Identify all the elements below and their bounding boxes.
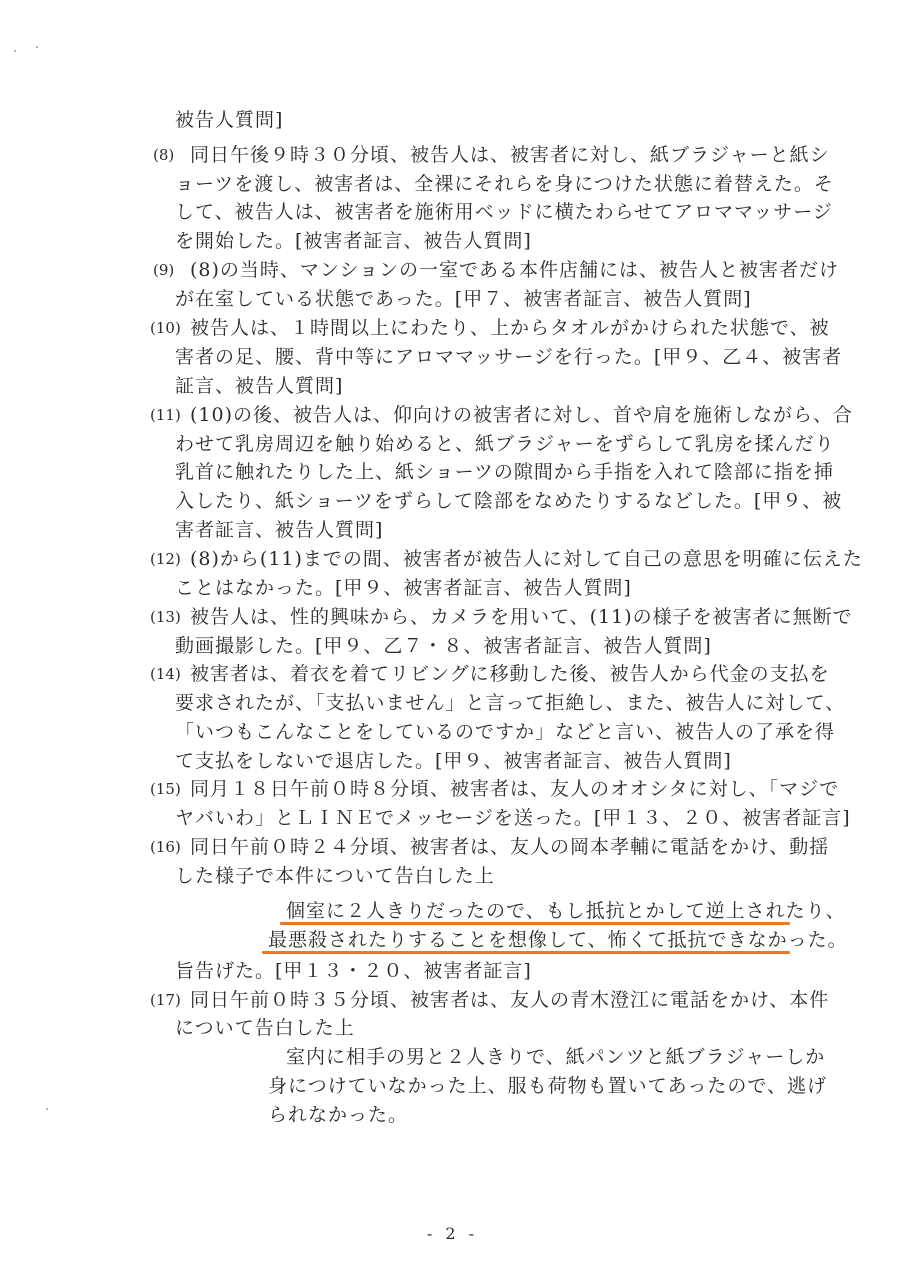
text-line: 害者証言、被告人質問] <box>175 519 384 541</box>
item-number: (14) <box>150 665 181 683</box>
text-line: (10)の後、被告人は、仰向けの被害者に対し、首や肩を施術しながら、合 <box>190 404 854 426</box>
quoted-line: 個室に２人きりだったので、もし抵抗とかして逆上されたり、 <box>286 900 846 922</box>
text-line: 入したり、紙ショーツをずらして陰部をなめたりするなどした。[甲９、被 <box>175 490 843 512</box>
page-number: - 2 - <box>426 1224 479 1243</box>
text-line: 同日午後９時３０分頃、被告人は、被害者に対し、紙ブラジャーと紙シ <box>190 144 830 166</box>
text-line: 被告人質問] <box>175 109 284 131</box>
text-line: 同日午前０時２４分頃、被害者は、友人の岡本孝輔に電話をかけ、動揺 <box>190 836 830 858</box>
text-line: 被害者は、着衣を着てリビングに移動した後、被告人から代金の支払を <box>190 663 830 685</box>
item-number: (8) <box>153 146 175 164</box>
quoted-line: 身につけていなかった上、服も荷物も置いてあったので、逃げ <box>268 1075 828 1097</box>
text-line: した様子で本件について告白した上 <box>175 865 495 887</box>
item-number: (16) <box>150 838 181 856</box>
highlight-underline <box>262 951 790 954</box>
text-line: について告白した上 <box>175 1017 355 1039</box>
text-line: 動画撮影した。[甲９、乙７・８、被害者証言、被告人質問] <box>175 635 712 657</box>
quoted-line: 最悪殺されたりすることを想像して、怖くて抵抗できなかった。 <box>268 929 848 951</box>
item-number: (9) <box>153 261 175 279</box>
text-line: 乳首に触れたりした上、紙ショーツの隙間から手指を入れて陰部に指を挿 <box>175 461 834 483</box>
text-line: 被告人は、性的興味から、カメラを用いて、(11)の様子を被害者に無断で <box>190 606 853 628</box>
text-line: 被告人は、１時間以上にわたり、上からタオルがかけられた状態で、被 <box>190 317 830 339</box>
text-line: 害者の足、腰、背中等にアロママッサージを行った。[甲９、乙４、被害者 <box>175 346 843 368</box>
text-line: 同日午前０時３５分頃、被害者は、友人の青木澄江に電話をかけ、本件 <box>190 989 830 1011</box>
scan-speck <box>36 46 38 48</box>
item-number: (11) <box>150 406 181 424</box>
text-line: ヤバいわ」とＬＩＮＥでメッセージを送った。[甲１３、２０、被害者証言] <box>175 807 851 829</box>
item-number: (15) <box>150 780 181 798</box>
text-line: が在室している状態であった。[甲７、被害者証言、被告人質問] <box>175 288 752 310</box>
quoted-line: られなかった。 <box>268 1104 409 1126</box>
text-line: わせて乳房周辺を触り始めると、紙ブラジャーをずらして乳房を揉んだり <box>175 433 835 455</box>
item-number: (13) <box>150 608 181 626</box>
text-line: (8)から(11)までの間、被害者が被告人に対して自己の意思を明確に伝えた <box>190 548 863 570</box>
text-line: て支払をしないで退店した。[甲９、被害者証言、被告人質問] <box>175 750 732 772</box>
text-line: (8)の当時、マンションの一室である本件店舗には、被告人と被害者だけ <box>190 259 840 281</box>
text-line: を開始した。[被害者証言、被告人質問] <box>175 230 532 252</box>
text-line: 旨告げた。[甲１３・２０、被害者証言] <box>175 960 532 982</box>
text-line: 証言、被告人質問] <box>175 375 344 397</box>
item-number: (10) <box>150 319 181 337</box>
scan-speck <box>46 1108 48 1110</box>
item-number: (12) <box>150 550 181 568</box>
text-line: ことはなかった。[甲９、被害者証言、被告人質問] <box>175 577 632 599</box>
text-line: 要求されたが、「支払いません」と言って拒絶し、また、被告人に対して、 <box>175 692 846 714</box>
text-line: して、被告人は、被害者を施術用ベッドに横たわらせてアロママッサージ <box>175 201 833 223</box>
text-line: 同月１８日午前０時８分頃、被害者は、友人のオオシタに対し、「マジで <box>190 778 840 800</box>
highlight-underline <box>280 922 790 925</box>
text-line: 「いつもこんなことをしているのですか」などと言い、被告人の了承を得 <box>175 721 836 743</box>
quoted-line: 室内に相手の男と２人きりで、紙パンツと紙ブラジャーしか <box>286 1046 826 1068</box>
text-line: ョーツを渡し、被害者は、全裸にそれらを身につけた状態に着替えた。そ <box>175 173 834 195</box>
scan-speck <box>14 50 16 52</box>
item-number: (17) <box>150 991 181 1009</box>
